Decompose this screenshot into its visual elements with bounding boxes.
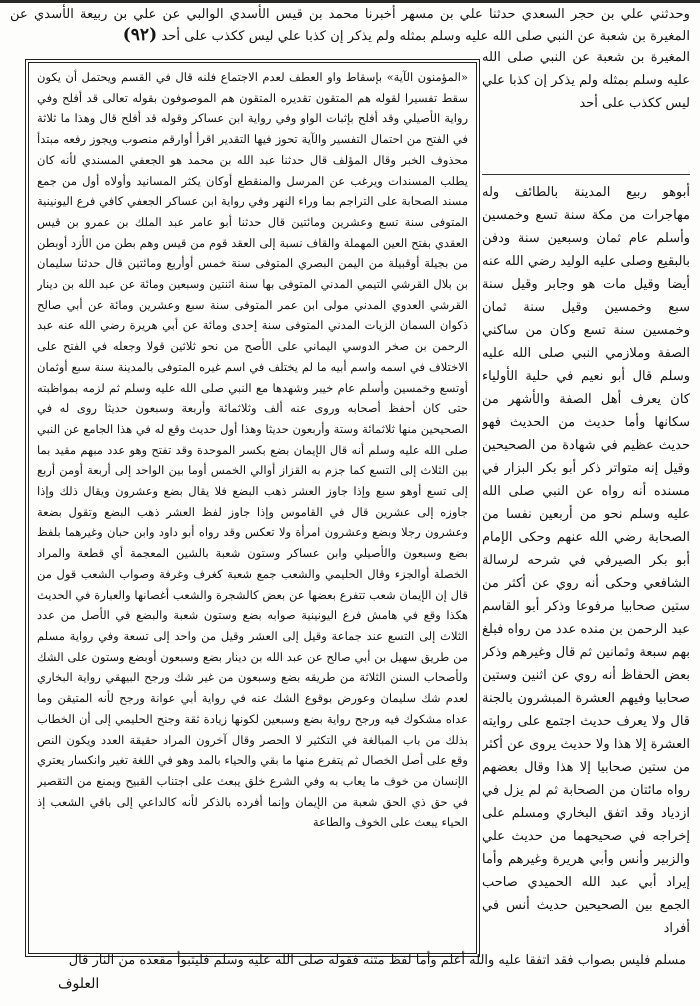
margin-commentary-block (482, 181, 690, 937)
scan-edge (0, 0, 700, 3)
page-number: (٩٢) (122, 25, 158, 45)
main-text-frame (28, 62, 477, 954)
page-footer (22, 949, 686, 975)
margin-top-block (482, 46, 690, 168)
header-text: وحدثني علي بن حجر السعدي حدثنا علي بن مسهر أخبرنا محمد بن قيس الأسدي الوالبي عن علي بن ربيعة الأسدي عن المغيرة بن شعبة عن النبي صلى الله عليه وسلم بمثله ولم يذكر إن كذبا علي ليس ككذب على أحد (10, 7, 690, 44)
catchword: العلوف (58, 976, 100, 992)
margin-top-text: المغيرة بن شعبة عن النبي صلى الله عليه وسلم بمثله ولم يذكر إن كذبا علي ليس ككذب على أحد (482, 50, 690, 111)
main-commentary-text: «المؤمنون الآية» بإسقاط واو العطف لعدم الاجتماع فلنه قال في القسم ويحتمل أن يكون سقط تفسيرا لقوله هم المتقون تقديره المتقون هم الموصوفون بقوله تعالى قد أفلح وفي رواية الأصيلي وقد أفلح بإثبات الواو وفي رواية ابن عساكر وقوله قد أفلح قال وهذا ما ثلاثة في الفتح من احتمال التفسير والآية تحوز فيها التقدير اقرأ أوارقم منصوب ويجوز رفعه مبتدأ محذوف الخبر وقال المؤلف قال حدثنا عبد الله بن محمد هو الجعفي المسندي لأنه كان يطلب المسندات ويرغب عن المرسل والمنقطع أوكان يكثر المسانيد وأولاه أول من جمع مسند الصحابة على التراجم بما وراء النهر وفي رواية ابن عساكر الجعفي كافي فرع اليونينية المتوفى سنة تسع وعشرين ومائتين قال حدثنا أبو عامر عبد الملك بن عمرو بن قيس العقدي بفتح العين المهملة والقاف نسبة إلى العقد قوم من قيس وهم بطن من الأزد أوبطن من بجيلة أوقبيلة من اليمن البصري المتوفى سنة خمس أوأربع ومائتين قال حدثنا سليمان بن بلال القرشي التيمي المدني المتوفى بها سنة اثنتين وسبعين ومائة عن عبد الله بن دينار القرشي العدوي المدني مولى ابن عمر المتوفى سنة سبع وعشرين ومائة عن أبي صالح ذكوان السمان الزيات المدني المتوفى سنة إحدى ومائة عن أبي هريرة رضي الله عنه عبد الرحمن بن صخر الدوسي اليماني على الأصح من نحو ثلاثين قولا وجعله في الفتح على الاختلاف في اسمه واسم أبيه ما لم يختلف في اسم غيره المتوفى بالمدينة سنة سبع أوثمان أوتسع وخمسين وأسلم عام خيبر وشهدها مع النبي صلى الله عليه وسلم ثم لزمه بمواظبته حتى كان أحفظ أصحابه وروى عنه ألف وثلاثمائة وأربعة وسبعون حديثا روى له في الصحيحين منها ثلاثمائة وستة وأربعون حديثا وهذا أول حديث وقع له في هذا الجامع عن النبي صلى الله عليه وسلم أنه قال الإيمان بضع بكسر الموحدة وقد تفتح وهو عدد مبهم مقيد بما بين الثلاث إلى التسع كما جزم به القزاز أوالي الخمس أوما بين الواحد إلى أربعة أومن أربع إلى تسع أوهو سبع وإذا جاوز العشر ذهب البضع فلا يقال بضع وعشرون ويقال ذلك وإذا جاوزه إلى عشرين قال في القاموس وإذا جاوز لفظ العشر ذهب البضع وتقول بضعة وعشرون رجلا وبضع وعشرون امرأة ولا تعكس وقد رواه أبو داود وابن حبان وغيرهما بلفظ بضع وسبعون والأصيلي وابن عساكر وستون شعبة بالشين المعجمة أي قطعة والمراد الخصلة أوالجزء وقال الحليمي والشعب جمع شعبة كغرف وغرفة وصواب الشعب قول من قال إن الإيمان شعب تتفرع بعضها عن بعض كالشجرة والشعب أغصانها والعبارة في الحديث هكذا وقع في هامش فرع اليونينية صوابه بضع وستون شعبة والبضع في الأصل من عدد الثلاث إلى التسع عند جماعة وقيل إلى العشر وقيل من واحد إلى تسعة وفي رواية مسلم من طريق سهيل بن أبي صالح عن عبد الله بن دينار بضع وسبعون أوبضع وستون على الشك ولأصحاب السنن الثلاثة من طريقه بضع وسبعون من غير شك ورجح البيهقي رواية البخاري لعدم شك سليمان وعورض بوقوع الشك عنه في رواية أبي عوانة ورجح لأنه المتيقن وما عداه مشكوك فيه ورجح رواية بضع وسبعين لكونها زيادة ثقة وجنح الحليمي إلى أن الخطاب بذلك من باب المبالغة في التكثير لا الحصر وقال آخرون المراد حقيقة العدد ويكون النص وقع على أصل الخصال ثم يتفرع منها ما بقي والحياء بالمد وهو في اللغة تغير وانكسار يعتري الإنسان من خوف ما يعاب به وفي الشرع خلق يبعث على اجتناب القبيح ويمنع من التقصير في حق ذي الحق شعبة من الإيمان وإنما أفرده بالذكر لأنه كالداعي إلى باقي الشعب إذ الحياء يبعث على الخوف والطاعة (37, 70, 468, 830)
margin-column (482, 46, 690, 941)
page-header (10, 4, 690, 48)
margin-commentary-text: أبوهو ربيع المدينة بالطائف وله مهاجرات من مكة سنة تسع وخمسين وأسلم عام ثمان وسبعين سنة ودفن بالبقيع وصلى عليه الوليد رضي الله عنه أيضا وقيل مات هو وجابر وقيل سنة سبع وخمسين وقيل سنة ثمان وخمسين سنة تسع وكان من ساكني الصفة وملازمي النبي صلى الله عليه وسلم قال أبو نعيم في حلية الأولياء كان يعرف أهل الصفة والأشهر من سكانها وأما حديث من الحديث فهو حديث عظيم في شهادة من الصحيحين وقيل إنه متواتر ذكر أبو بكر البزار في مسنده أنه رواه عن النبي صلى الله عليه وسلم نحو من أربعين نفسا من الصحابة رضي الله عنهم وحكى الإمام أبو بكر الصيرفي في شرحه لرسالة الشافعي وحكى أنه روي عن أكثر من ستين صحابيا مرفوعا وذكر أبو القاسم عبد الرحمن بن منده عدد من رواه فبلغ بهم سبعة وثمانين ثم قال وغيرهم وذكر بعض الحفاظ أنه روي عن اثنين وستين صحابيا وفيهم العشرة المبشرون بالجنة قال ولا يعرف حديث اجتمع على روايته العشرة إلا هذا ولا حديث يروى عن أكثر من ستين صحابيا إلا هذا وقال بعضهم رواه مائتان من الصحابة ثم لم يزل في ازدياد وقد اتفق البخاري ومسلم على إخراجه في صحيحهما من حديث علي والزبير وأنس وأبي هريرة وغيرهم وأما إيراد أبي عبد الله الحميدي صاحب الجمع بين الصحيحين حديث أنس في أفراد (482, 185, 690, 936)
margin-divider (482, 174, 690, 175)
footer-text: مسلم فليس بصواب فقد اتفقا عليه والله أعلم وأما لفظ متنه فقوله صلى الله عليه وسلم فليتبوأ مقعده من النار قال (68, 953, 686, 968)
